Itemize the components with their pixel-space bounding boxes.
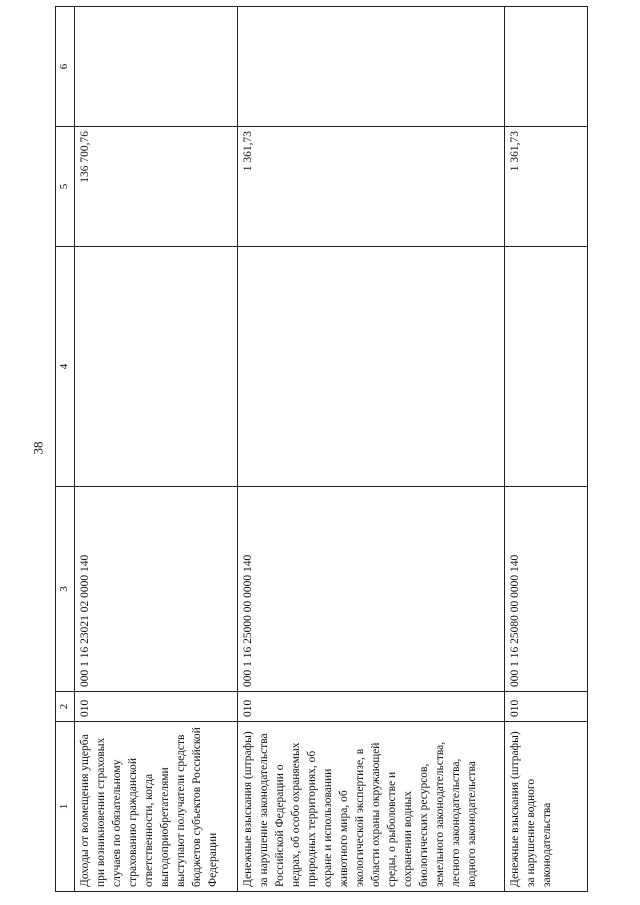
table-row [505, 7, 588, 892]
revenue-name: Доходы от возмещения ущерба при возникновении страховых случаев по обязательному страхованию гражданской ответственности, когда выгодоприобретателями выступают получатели средств бюджетов субъектов Российской Федерации [75, 722, 238, 892]
admin-code: 010 [75, 692, 238, 722]
admin-code: 010 [505, 692, 588, 722]
column-header: 5 [56, 127, 75, 247]
budget-table [55, 6, 588, 892]
table-row [238, 7, 505, 892]
column-6-value [238, 7, 505, 127]
amount: 1 361,73 [505, 127, 588, 247]
table-header-row [56, 7, 75, 892]
column-header: 6 [56, 7, 75, 127]
column-6-value [75, 7, 238, 127]
page-number: 38 [30, 441, 46, 455]
column-6-value [505, 7, 588, 127]
column-header: 2 [56, 692, 75, 722]
column-header: 4 [56, 247, 75, 487]
column-header: 1 [56, 722, 75, 892]
column-header: 3 [56, 487, 75, 692]
column-4-value [505, 247, 588, 487]
budget-classification-code: 000 1 16 23021 02 0000 140 [75, 487, 238, 692]
amount: 136 700,76 [75, 127, 238, 247]
column-4-value [75, 247, 238, 487]
column-4-value [238, 247, 505, 487]
budget-classification-code: 000 1 16 25000 00 0000 140 [238, 487, 505, 692]
revenue-name: Денежные взыскания (штрафы) за нарушение законодательства Российской Федерации о недрах, об особо охраняемых природных территориях, об охране и использовании животного мира, об экологической экспертизе, в области охраны окружающей среды, о рыболовстве и сохранении водных биологических ресурсов, земельного законодательства, лесного законодательства, водного законодательства [238, 722, 505, 892]
budget-table-sheet [55, 7, 580, 892]
table-row [75, 7, 238, 892]
revenue-name: Денежные взыскания (штрафы) за нарушение водного законодательства [505, 722, 588, 892]
amount: 1 361,73 [238, 127, 505, 247]
budget-classification-code: 000 1 16 25080 00 0000 140 [505, 487, 588, 692]
admin-code: 010 [238, 692, 505, 722]
